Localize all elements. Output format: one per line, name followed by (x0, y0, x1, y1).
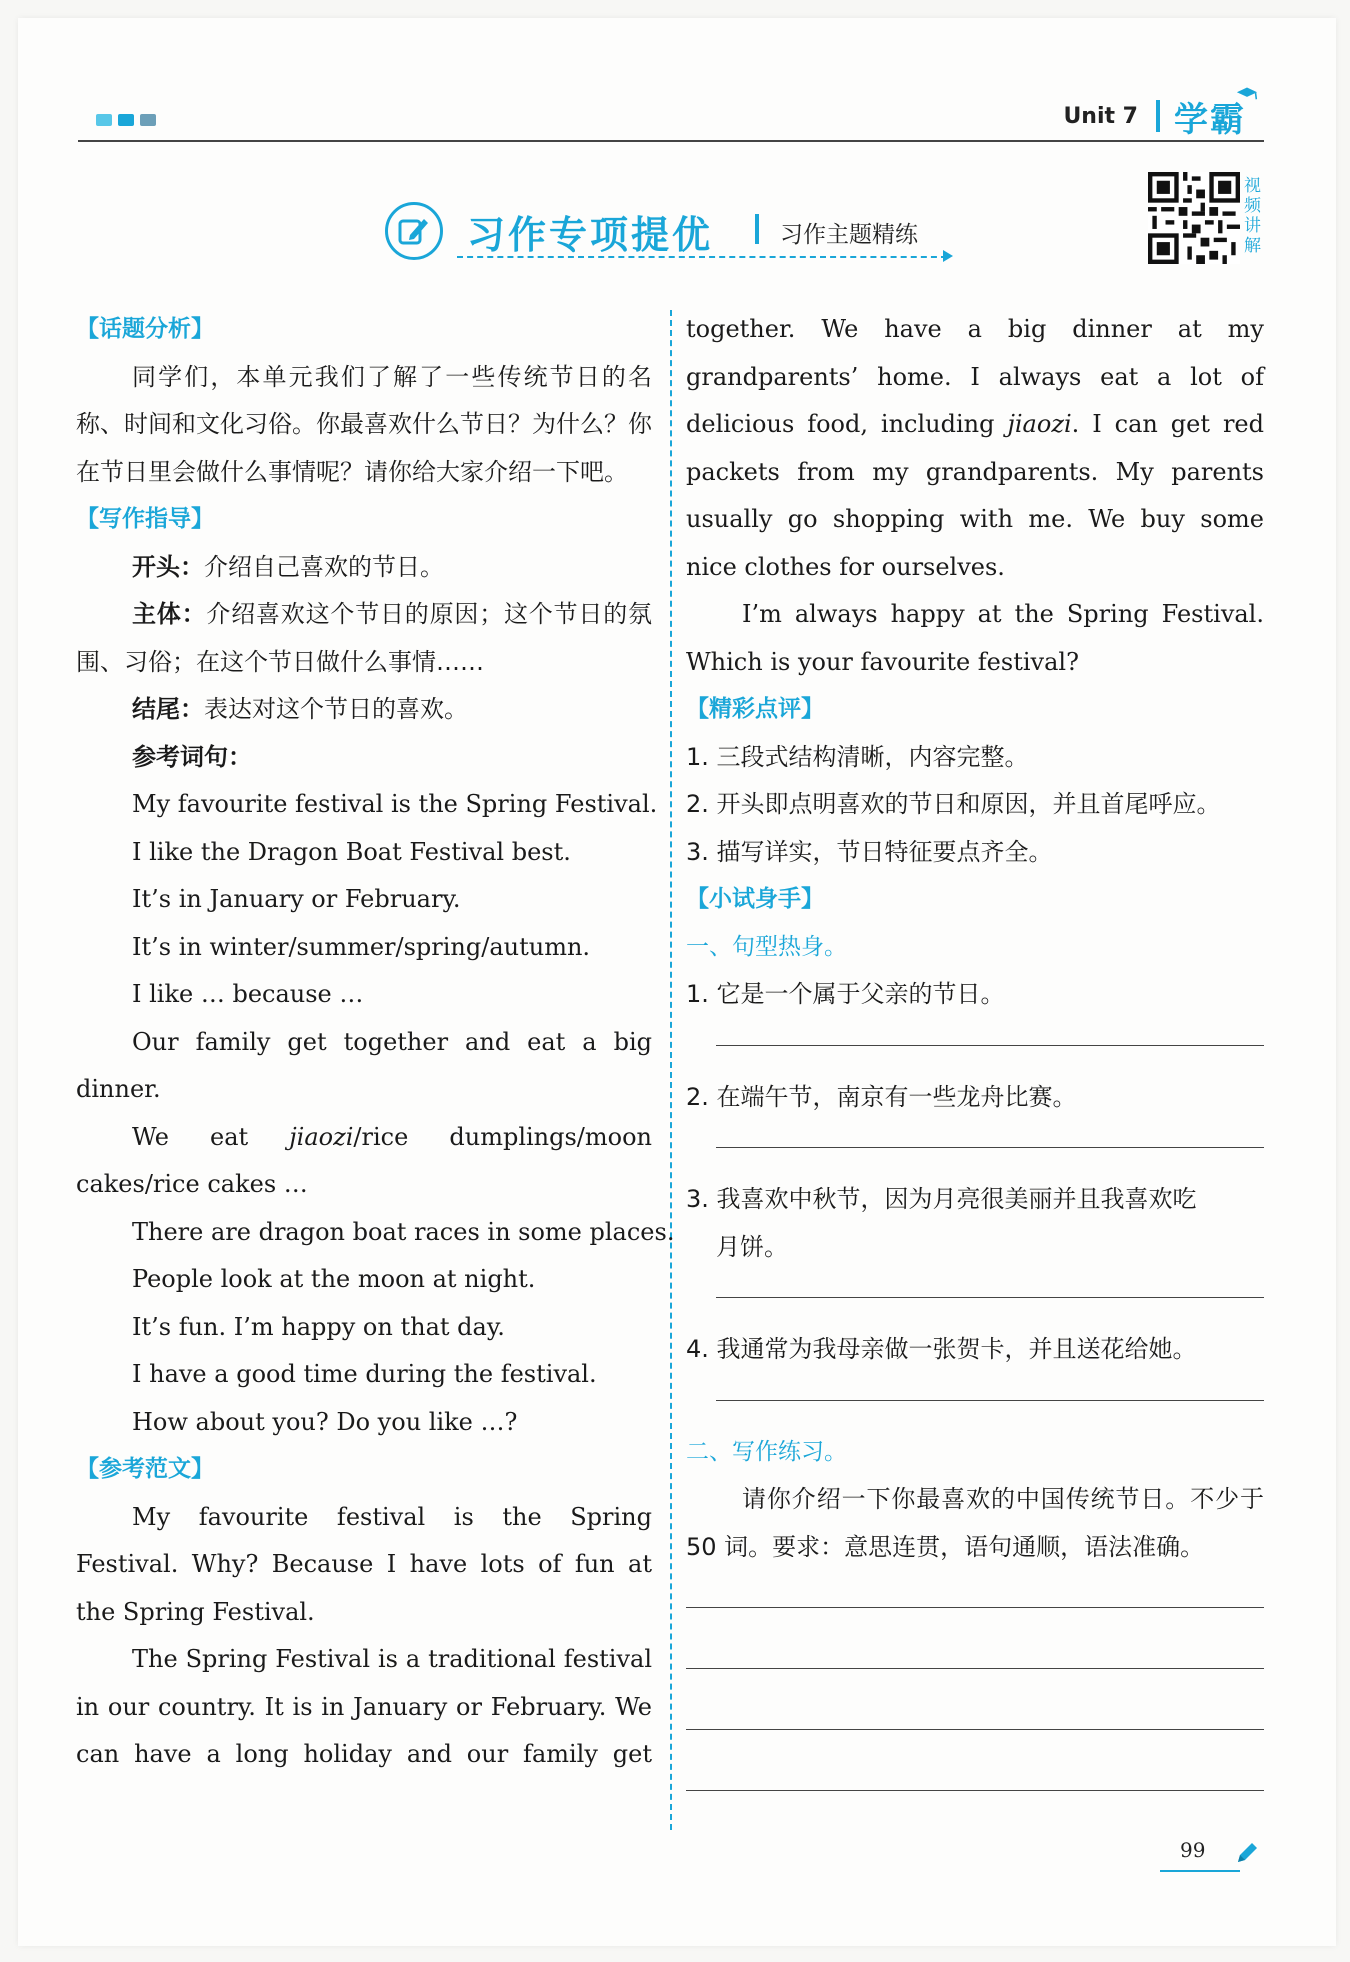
header-dot (118, 114, 134, 126)
unit-label: Unit 7 (1063, 104, 1138, 129)
title-main: 习作专项提优 (467, 213, 714, 257)
title-sub: 习作主题精练 (780, 222, 918, 248)
ref-line: How about you? Do you like …? (132, 1407, 518, 1436)
review-item: 3. 描写详实，节日特征要点齐全。 (686, 837, 1053, 866)
footer-rule (1160, 1870, 1240, 1872)
guide-text: 介绍自己喜欢的节日。 (204, 552, 444, 581)
review-heading: 【精彩点评】 (686, 696, 824, 722)
sample-italic: jiaozi (1007, 410, 1072, 438)
answer-line[interactable] (716, 1374, 1264, 1401)
question: 2. 在端午节，南京有一些龙舟比赛。 (686, 1082, 1077, 1111)
part1-heading: 一、句型热身。 (686, 933, 847, 960)
writing-line[interactable] (686, 1632, 1264, 1669)
guide-label: 开头： (132, 552, 204, 581)
ref-line: It’s in winter/summer/spring/autumn. (132, 932, 591, 961)
writing-line[interactable] (686, 1571, 1264, 1608)
review-item: 2. 开头即点明喜欢的节日和原因，并且首尾呼应。 (686, 790, 1221, 818)
ref-paragraph (76, 1114, 652, 1209)
sample-text: together. We have a big dinner at my grandparents’ home. I always eat a lot of delicious food, including (686, 315, 1264, 438)
pencil-icon (1234, 1840, 1260, 1866)
ref-text: /rice dumplings/moon cakes/rice cakes … (76, 1122, 653, 1198)
question: 3. 我喜欢中秋节，因为月亮很美丽并且我喜欢吃 (686, 1185, 1197, 1213)
column-divider (670, 310, 672, 1830)
question-continued: 月饼。 (716, 1232, 788, 1261)
left-column (76, 306, 675, 1779)
guide-text: 介绍喜欢这个节日的原因；这个节日的氛围、习俗；在这个节日做什么事情…… (76, 600, 653, 676)
right-column (686, 306, 1264, 1815)
answer-line[interactable] (716, 1271, 1264, 1298)
ref-line: I like the Dragon Boat Festival best. (132, 837, 571, 866)
question: 1. 它是一个属于父亲的节日。 (686, 980, 1005, 1008)
guide-text: 表达对这个节日的喜欢。 (204, 695, 468, 723)
sample-text: . I can get red packets from my grandparents. My parents usually go shopping with me. We buy some nice clothes for ourselves. (686, 410, 1264, 581)
ref-line: I like … because … (132, 980, 364, 1008)
review-item: 1. 三段式结构清晰，内容完整。 (686, 742, 1029, 771)
header-rule (78, 140, 1264, 142)
ref-line: My favourite festival is the Spring Festival. (132, 790, 658, 818)
page-header (0, 86, 1350, 142)
writing-line[interactable] (686, 1754, 1264, 1791)
sample-continuation (686, 306, 1264, 591)
graduation-cap-icon (1232, 86, 1262, 100)
ref-text: We eat (132, 1122, 290, 1151)
ref-line: I have a good time during the festival. (132, 1360, 597, 1388)
part2-heading: 二、写作练习。 (686, 1438, 847, 1465)
topic-text: 同学们，本单元我们了解了一些传统节日的名称、时间和文化习俗。你最喜欢什么节日？为什么？你在节日里会做什么事情呢？请你给大家介绍一下吧。 (76, 362, 652, 486)
page-number: 99 (1180, 1838, 1206, 1862)
part2-text: 请你介绍一下你最喜欢的中国传统节日。不少于 50 词。要求：意思连贯，语句通顺，语法准确。 (686, 1485, 1264, 1561)
brand-logo: 学霸 (1174, 100, 1246, 140)
title-underline (457, 256, 947, 258)
guide-body (76, 591, 652, 686)
ref-italic: jiaozi (289, 1122, 354, 1151)
qr-code-icon[interactable] (1148, 172, 1240, 264)
guide-heading: 【写作指导】 (76, 506, 214, 532)
header-dots (96, 114, 156, 126)
topic-heading: 【话题分析】 (76, 316, 214, 342)
ref-paragraph: Our family get together and eat a big dinner. (76, 1027, 652, 1103)
answer-line[interactable] (716, 1019, 1264, 1046)
sample-heading: 【参考范文】 (76, 1456, 214, 1482)
section-title (385, 200, 975, 270)
answer-line[interactable] (716, 1121, 1264, 1148)
try-heading: 【小试身手】 (686, 886, 824, 912)
title-separator (755, 214, 759, 244)
qr-label: 视频讲解 (1244, 176, 1261, 256)
ref-line: There are dragon boat races in some places. (132, 1217, 675, 1246)
ref-line: It’s in January or February. (132, 885, 461, 913)
sample-paragraph: The Spring Festival is a traditional festival in our country. It is in January or February. We can have a long holiday and our family get (76, 1645, 652, 1768)
ref-line: People look at the moon at night. (132, 1265, 536, 1293)
guide-label: 结尾： (132, 695, 204, 723)
writing-line[interactable] (686, 1693, 1264, 1730)
question: 4. 我通常为我母亲做一张贺卡，并且送花给她。 (686, 1335, 1197, 1363)
sample-paragraph: My favourite festival is the Spring Festival. Why? Because I have lots of fun at the Spring Festival. (76, 1502, 652, 1626)
guide-opening (76, 544, 652, 592)
sample-paragraph: I’m always happy at the Spring Festival. Which is your favourite festival? (686, 600, 1264, 676)
pencil-edit-icon (385, 202, 443, 260)
arrow-right-icon (943, 250, 953, 262)
ref-label: 参考词句： (132, 742, 252, 771)
guide-ending (76, 686, 652, 734)
brand-divider (1156, 100, 1160, 132)
header-dot (96, 114, 112, 126)
guide-label: 主体： (132, 600, 207, 628)
ref-line: It’s fun. I’m happy on that day. (132, 1312, 505, 1341)
header-dot (140, 114, 156, 126)
